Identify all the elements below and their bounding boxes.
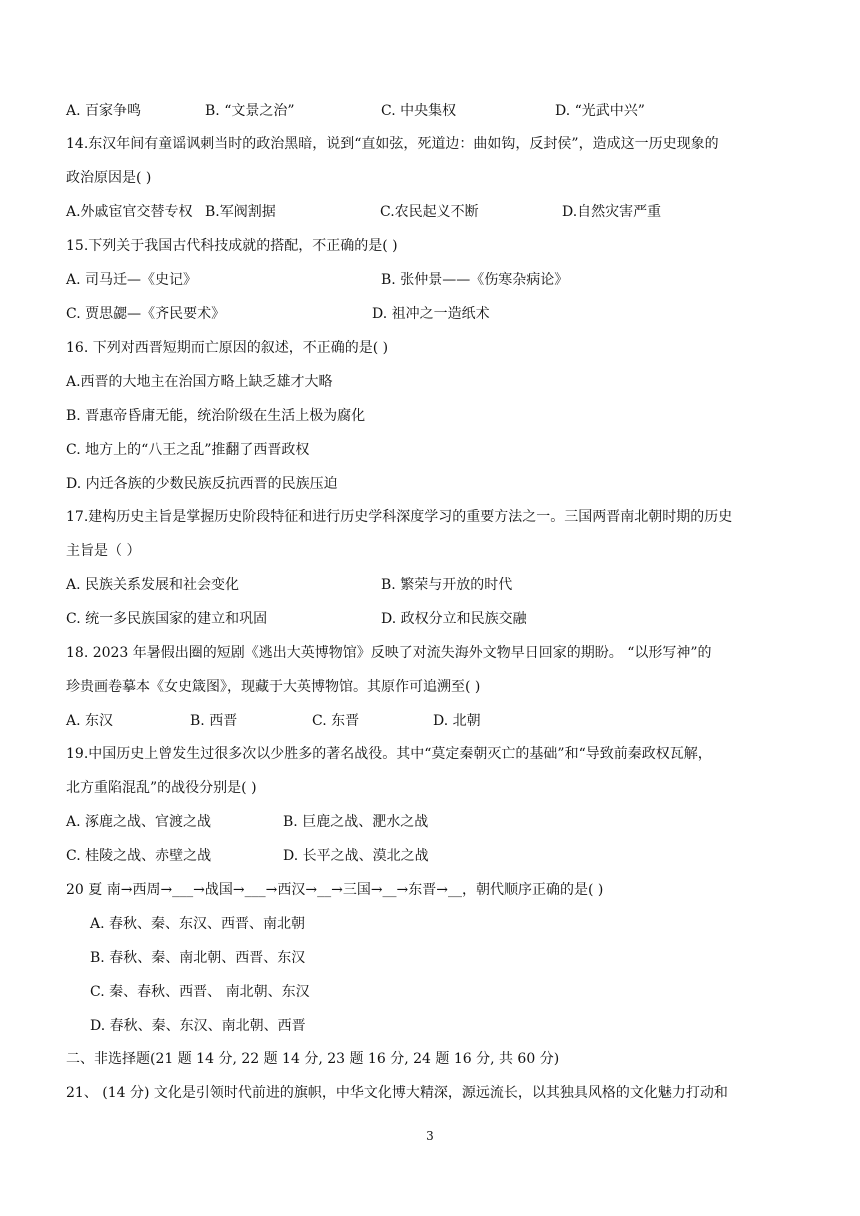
q19-option-a: A. 涿鹿之战、官渡之战 <box>66 814 212 830</box>
q20-option-c: C. 秦、春秋、西晋、 南北朝、东汉 <box>90 984 310 1000</box>
q14-option-d: D.自然灾害严重 <box>562 204 662 220</box>
q16-option-c: C. 地方上的“八王之乱”推翻了西晋政权 <box>66 442 310 458</box>
q17-option-d: D. 政权分立和民族交融 <box>381 611 527 627</box>
q18-option-b: B. 西晋 <box>190 713 238 729</box>
q20-option-d: D. 春秋、秦、东汉、南北朝、西晋 <box>90 1018 306 1034</box>
q19-option-d: D. 长平之战、漠北之战 <box>283 848 429 864</box>
q20-stem: 20 夏 南→西周→___→战国→___→西汉→__→三国→__→东晋→__，朝代顺序正确的是( ) <box>66 882 604 898</box>
q13-option-b: B. “文景之治” <box>205 103 295 119</box>
q13-option-d: D. “光武中兴” <box>555 103 645 119</box>
q15-option-a: A. 司马迁—《史记》 <box>66 272 198 288</box>
page-number: 3 <box>426 1129 434 1143</box>
q14-stem-line1: 14.东汉年间有童谣讽刺当时的政治黑暗，说到“直如弦，死道边：曲如钩，反封侯”，造成这一历史现象的 <box>66 136 719 152</box>
q15-option-b: B. 张仲景——《伤寒杂病论》 <box>381 272 569 288</box>
q18-option-c: C. 东晋 <box>312 713 360 729</box>
q14-stem-line2: 政治原因是( ) <box>66 170 152 186</box>
q16-option-a: A.西晋的大地主在治国方略上缺乏雄才大略 <box>66 374 333 390</box>
q19-option-b: B. 巨鹿之战、淝水之战 <box>283 814 429 830</box>
q20-option-b: B. 春秋、秦、南北朝、西晋、东汉 <box>90 950 306 966</box>
q17-stem-line2: 主旨是（ ） <box>66 543 141 559</box>
q16-stem: 16. 下列对西晋短期而亡原因的叙述，不正确的是( ) <box>66 340 389 356</box>
q13-option-a: A. 百家争鸣 <box>66 103 142 119</box>
q17-option-c: C. 统一多民族国家的建立和巩固 <box>66 611 268 627</box>
q19-option-c: C. 桂陵之战、赤壁之战 <box>66 848 212 864</box>
q14-option-a: A.外戚宦官交替专权 <box>66 204 193 220</box>
q19-stem-line2: 北方重陷混乱”的战役分别是( ) <box>66 780 257 796</box>
q15-option-c: C. 贾思勰—《齐民要术》 <box>66 306 226 322</box>
q16-option-d: D. 内迁各族的少数民族反抗西晋的民族压迫 <box>66 476 338 492</box>
q17-stem-line1: 17.建构历史主旨是掌握历史阶段特征和进行历史学科深度学习的重要方法之一。三国两晋南北朝时期的历史 <box>66 509 733 525</box>
q16-option-b: B. 晋惠帝昏庸无能，统治阶级在生活上极为腐化 <box>66 408 366 424</box>
section2-heading: 二、非选择题(21 题 14 分, 22 题 14 分, 23 题 16 分, 24 题 16 分, 共 60 分) <box>66 1051 560 1067</box>
q13-option-c: C. 中央集权 <box>381 103 457 119</box>
q17-option-b: B. 繁荣与开放的时代 <box>381 577 513 593</box>
q17-option-a: A. 民族关系发展和社会变化 <box>66 577 240 593</box>
q18-stem-line2: 珍贵画卷摹本《女史箴图》，现藏于大英博物馆。其原作可追溯至( ) <box>66 679 481 695</box>
q15-option-d: D. 祖冲之一造纸术 <box>372 306 490 322</box>
q18-stem-line1: 18. 2023 年暑假出圈的短剧《逃出大英博物馆》反映了对流失海外文物早日回家的期盼。 “以形写神”的 <box>66 645 712 661</box>
q18-option-d: D. 北朝 <box>433 713 481 729</box>
q18-option-a: A. 东汉 <box>66 713 114 729</box>
q20-option-a: A. 春秋、秦、东汉、西晋、南北朝 <box>90 916 306 932</box>
q19-stem-line1: 19.中国历史上曾发生过很多次以少胜多的著名战役。其中“莫定秦朝灭亡的基础”和“导致前秦政权瓦解， <box>66 746 712 762</box>
q14-option-c: C.农民起义不断 <box>380 204 479 220</box>
q14-option-b: B.军阀割据 <box>205 204 276 220</box>
q15-stem: 15.下列关于我国古代科技成就的搭配，不正确的是( ) <box>66 238 398 254</box>
q21-stem-line1: 21、 (14 分) 文化是引领时代前进的旗帜，中华文化博大精深，源远流长，以其独具风格的文化魅力打动和 <box>66 1085 728 1101</box>
